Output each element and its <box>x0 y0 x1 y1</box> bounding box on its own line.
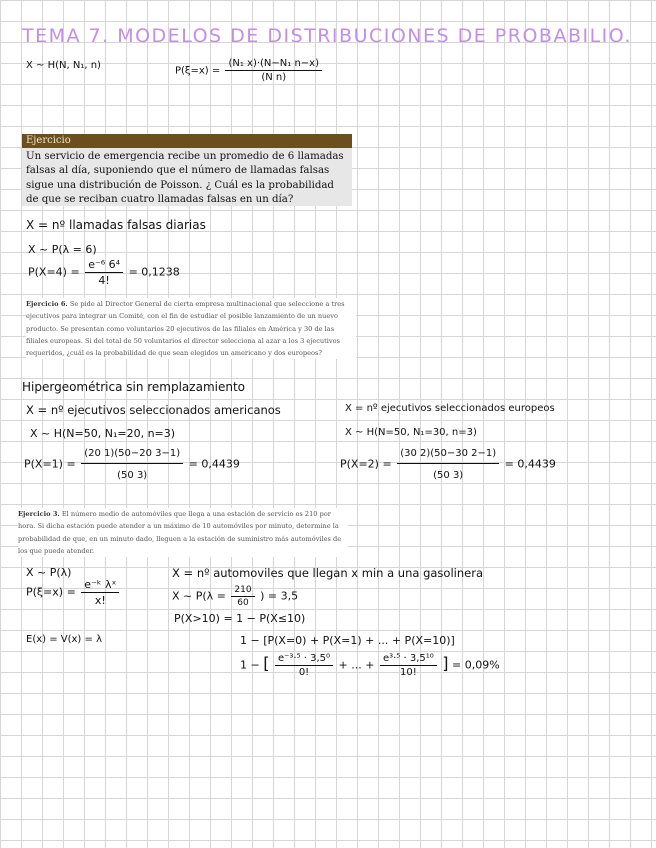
cars-term-last <box>380 653 437 678</box>
hypergeometric-formula <box>175 58 324 83</box>
hyper-left-distribution: X ~ H(N=50, N₁=20, n=3) <box>30 427 176 440</box>
poisson-denominator: 4! <box>98 274 110 287</box>
formula-numerator: (N₁ x)·(N−N₁ n−x) <box>225 58 322 71</box>
cars-lambda <box>172 585 298 608</box>
hyper-right-lhs: P(X=2) = <box>340 457 392 471</box>
hyper-left-denominator: (50 3) <box>117 470 148 481</box>
hyper-right-distribution: X ~ H(N=50, N₁=30, n=3) <box>345 427 477 438</box>
cars-lambda-numerator: 210 <box>231 585 254 597</box>
cars-variable-definition: X = nº automoviles que llegan x min a una gasolinera <box>172 566 483 580</box>
exercise-box-body: Un servicio de emergencia recibe un promedio de 6 llamadas falsas al día, suponiendo que el número de llamadas falsas sigue una distribución de Poisson. ¿ Cuál es la probabilidad de que se reciban cuatro llamadas falsas en un día? <box>22 148 352 206</box>
cars-lambda-lhs: X ~ P(λ = <box>172 589 226 603</box>
cars-lambda-fraction <box>231 585 254 608</box>
poisson-result: = 0,1238 <box>128 265 180 279</box>
cars-expansion: 1 − [P(X=0) + P(X=1) + ... + P(X=10)] <box>240 634 455 647</box>
poisson-lhs: P(X=4) = <box>28 265 80 279</box>
formula-lhs: P(ξ=x) = <box>175 65 221 77</box>
exercise-6-label: Ejercicio 6. <box>26 300 68 308</box>
cars-poisson-formula <box>26 578 121 607</box>
exercise-box-header: Ejercicio <box>22 134 352 148</box>
poisson-fraction <box>85 258 123 287</box>
hyper-right-denominator: (50 3) <box>433 470 464 481</box>
cars-final-computation: 1 − [ $\frac{\text{e⁻³·⁵ · 3,5⁰}}{0!}$ + ... + $\frac{\text{e³·⁵ · 3,5¹⁰}}{10!}$ ] = 0,09% <box>240 653 500 678</box>
cars-denominator: x! <box>94 594 106 607</box>
exercise-3-statement <box>18 508 348 557</box>
cars-term-last-denominator: 10! <box>400 667 417 678</box>
formula-denominator: (N n) <box>261 72 287 83</box>
cars-term-first-denominator: 0! <box>298 667 310 678</box>
exercise-6-text: Se pide al Director General de cierta empresa multinacional que seleccione a tres ejecutivos para integrar un Comité, con el fin de estudiar el posible lanzamiento de un nuevo producto. Se presentan como voluntarios 20 ejecutivos de las filiales en América y 30 de las filiales europeas. Si del total de 50 voluntarios el director selecciona al azar a los 3 ejecutivos requeridos, ¿cuál es la probabilidad de que sean elegidos un americano y dos europeos? <box>26 300 345 358</box>
cars-term-dots: + ... + <box>338 658 375 672</box>
cars-lambda-denominator: 60 <box>237 598 249 608</box>
cars-result: = 0,09% <box>452 658 500 672</box>
exercise-6-statement <box>26 298 356 359</box>
formula-fraction <box>225 58 322 83</box>
exercise-3-text: El número medio de automóviles que llega a una estación de servicio es 210 por hora. Si dicha estación puede atender a un máximo de 10 automóviles por minuto, determine la probabilidad de que, en un minuto dado, lleguen a la estación de suministro más automóviles de los que puede atender. <box>18 510 342 555</box>
hyper-left-fraction <box>81 448 183 481</box>
hypergeometric-notation: X ~ H(N, N₁, n) <box>26 60 101 71</box>
hyper-left-probability <box>24 448 240 481</box>
cars-lhs: P(ξ=x) = <box>26 585 76 599</box>
hypergeometric-heading: Hipergeométrica sin remplazamiento <box>22 380 245 394</box>
poisson-distribution: X ~ P(λ = 6) <box>28 243 97 256</box>
hyper-left-numerator: (20 1)(50−20 3−1) <box>81 448 183 464</box>
hyper-right-numerator: (30 2)(50−30 2−1) <box>397 448 499 464</box>
hyper-right-fraction <box>397 448 499 481</box>
hyper-right-result: = 0,4439 <box>504 457 556 471</box>
hyper-right-definition: X = nº ejecutivos seleccionados europeos <box>345 403 555 414</box>
cars-numerator: e⁻ᵏ λˣ <box>81 578 119 593</box>
cars-fraction <box>81 578 119 607</box>
cars-distribution: X ~ P(λ) <box>26 566 72 579</box>
exercise-3-label: Ejercicio 3. <box>18 510 60 518</box>
cars-expectation: E(x) = V(x) = λ <box>26 634 102 645</box>
hyper-left-definition: X = nº ejecutivos seleccionados americanos <box>26 403 281 417</box>
cars-lambda-rhs: ) = 3,5 <box>260 589 299 603</box>
cars-term-first <box>275 653 333 678</box>
cars-complement: P(X>10) = 1 − P(X≤10) <box>174 612 306 625</box>
hyper-left-result: = 0,4439 <box>188 457 240 471</box>
hyper-right-probability <box>340 448 556 481</box>
page-title: TEMA 7. MODELOS DE DISTRIBUCIONES DE PROBABILIO. <box>22 25 632 47</box>
poisson-probability <box>28 258 180 287</box>
poisson-numerator: e⁻⁶ 6⁴ <box>85 258 123 273</box>
cars-term-first-numerator: e⁻³·⁵ · 3,5⁰ <box>275 653 333 666</box>
poisson-variable-definition: X = nº llamadas falsas diarias <box>26 218 206 232</box>
hyper-left-lhs: P(X=1) = <box>24 457 76 471</box>
cars-term-last-numerator: e³·⁵ · 3,5¹⁰ <box>380 653 437 666</box>
